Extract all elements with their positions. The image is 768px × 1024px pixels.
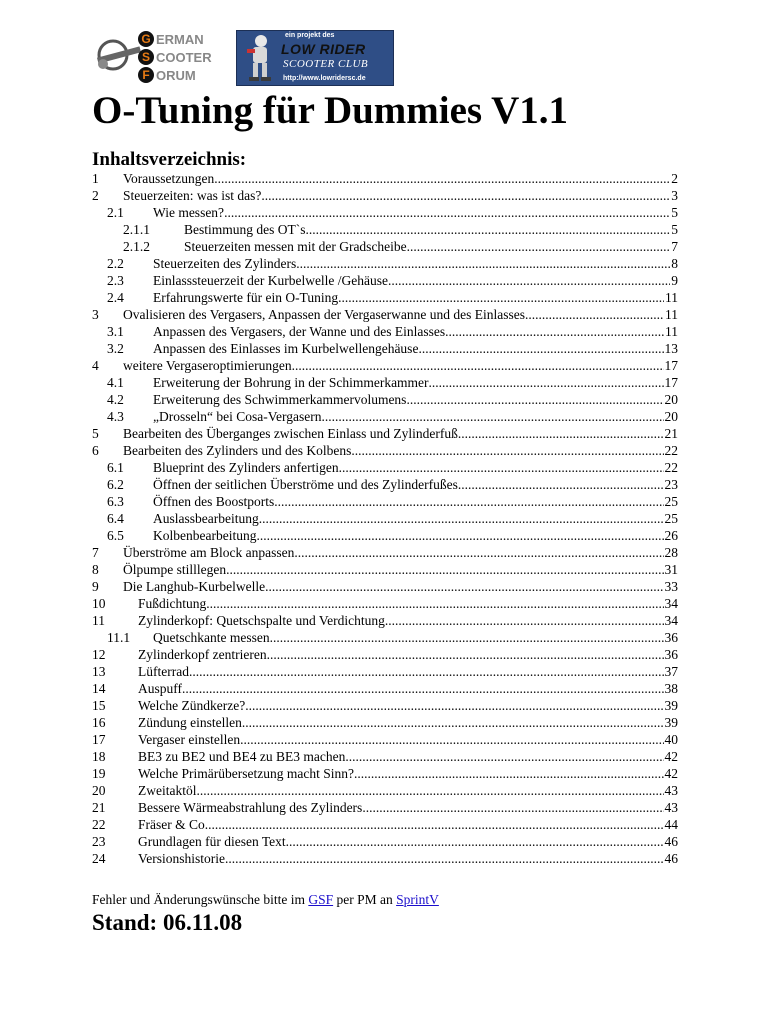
toc-leader-dots: [292, 357, 664, 374]
toc-leader-dots: [296, 255, 670, 272]
gsf-letter-f: F: [142, 68, 150, 82]
toc-leader-dots: [189, 663, 664, 680]
footer-note-text-2: per PM an: [333, 892, 397, 907]
toc-leader-dots: [345, 748, 663, 765]
toc-leader-dots: [245, 697, 663, 714]
toc-entry-number: 13: [92, 664, 106, 679]
toc-entry-page: 21: [664, 426, 678, 441]
toc-entry-title: Zündung einstellen: [138, 715, 242, 730]
toc-leader-dots: [525, 306, 664, 323]
toc-entry-page: 3: [671, 188, 678, 203]
toc-leader-dots: [388, 272, 670, 289]
toc-entry-number: 18: [92, 749, 106, 764]
toc-entry-title: Bearbeiten des Überganges zwischen Einlass und Zylinderfuß: [123, 426, 458, 441]
toc-leader-dots: [458, 476, 664, 493]
toc-entry-number: 2.1.2: [123, 239, 150, 254]
toc-entry-number: 21: [92, 800, 106, 815]
toc-leader-dots: [224, 204, 670, 221]
toc-entry-number: 2.3: [107, 273, 124, 288]
toc-entry-title: Anpassen des Vergasers, der Wanne und des Einlasses: [153, 324, 446, 339]
toc-entry-page: 17: [664, 375, 678, 390]
toc-entry-number: 2: [92, 188, 99, 203]
toc-entry-title: BE3 zu BE2 und BE4 zu BE3 machen: [138, 749, 346, 764]
low-rider-scooter-club-logo: [236, 30, 394, 86]
toc-entry-page: 46: [664, 851, 678, 866]
toc-entry-title: Ovalisieren des Vergasers, Anpassen der Vergaserwanne und des Einlasses: [123, 307, 526, 322]
toc-leader-dots: [407, 238, 671, 255]
toc-entry-page: 39: [664, 698, 678, 713]
toc-leader-dots: [351, 442, 663, 459]
toc-entry-title: Fußdichtung: [138, 596, 207, 611]
toc-entry-number: 12: [92, 647, 106, 662]
toc-entry-page: 22: [664, 460, 678, 475]
toc-leader-dots: [240, 731, 663, 748]
sprintv-link[interactable]: SprintV: [396, 892, 439, 907]
toc-entry[interactable]: [92, 425, 678, 442]
toc-entry-title: Erweiterung des Schwimmerkammervolumens: [153, 392, 407, 407]
toc-leader-dots: [286, 833, 664, 850]
toc-entry-page: 2: [671, 171, 678, 186]
toc-entry-page: 26: [664, 528, 678, 543]
toc-entry-title: Steuerzeiten: was ist das?: [123, 188, 262, 203]
toc-entry-page: 44: [664, 817, 678, 832]
toc-entry-number: 11.1: [107, 630, 131, 645]
toc-entry-number: 3.1: [107, 324, 124, 339]
toc-entry-number: 2.2: [107, 256, 124, 271]
toc-entry-title: Die Langhub-Kurbelwelle: [123, 579, 266, 594]
toc-entry-number: 19: [92, 766, 106, 781]
toc-entry-title: Fräser & Co: [138, 817, 205, 832]
toc-entry-page: 36: [664, 630, 678, 645]
toc-entry[interactable]: [92, 408, 678, 425]
footer-note: [92, 892, 439, 908]
toc-entry-number: 23: [92, 834, 106, 849]
toc-leader-dots: [226, 561, 663, 578]
toc-leader-dots: [270, 629, 664, 646]
toc-leader-dots: [196, 782, 663, 799]
toc-entry-page: 20: [664, 392, 678, 407]
toc-leader-dots: [242, 714, 664, 731]
toc-entry-page: 8: [671, 256, 678, 271]
toc-entry[interactable]: [92, 272, 678, 289]
toc-entry-number: 6.1: [107, 460, 124, 475]
toc-entry-page: 9: [671, 273, 678, 288]
toc-entry[interactable]: [92, 561, 678, 578]
toc-entry-title: „Drosseln“ bei Cosa-Vergasern: [153, 409, 322, 424]
toc-leader-dots: [182, 680, 663, 697]
toc-entry[interactable]: [92, 748, 678, 765]
toc-leader-dots: [338, 289, 664, 306]
toc-entry-page: 11: [665, 307, 678, 322]
toc-entry-number: 6.3: [107, 494, 124, 509]
toc-leader-dots: [429, 374, 664, 391]
toc-entry[interactable]: [92, 595, 678, 612]
toc-entry-number: 3: [92, 307, 99, 322]
toc-entry-page: 5: [671, 222, 678, 237]
toc-entry[interactable]: [92, 493, 678, 510]
toc-entry-page: 42: [664, 766, 678, 781]
toc-entry[interactable]: [92, 442, 678, 459]
toc-entry[interactable]: [92, 187, 678, 204]
toc-entry[interactable]: [92, 238, 678, 255]
toc-entry-number: 24: [92, 851, 106, 866]
toc-entry[interactable]: [92, 306, 678, 323]
toc-entry-title: Auslassbearbeitung: [153, 511, 259, 526]
toc-entry[interactable]: [92, 527, 678, 544]
toc-entry-title: weitere Vergaseroptimierungen: [123, 358, 292, 373]
toc-leader-dots: [256, 527, 663, 544]
toc-entry-number: 6.5: [107, 528, 124, 543]
toc-entry[interactable]: [92, 680, 678, 697]
toc-leader-dots: [259, 510, 664, 527]
toc-entry-number: 22: [92, 817, 106, 832]
toc-entry-title: Einlasssteuerzeit der Kurbelwelle /Gehäuse: [153, 273, 389, 288]
toc-entry[interactable]: [92, 459, 678, 476]
toc-entry[interactable]: [92, 714, 678, 731]
toc-entry-page: 17: [664, 358, 678, 373]
toc-entry-page: 20: [664, 409, 678, 424]
toc-entry[interactable]: [92, 340, 678, 357]
gsf-line1: ERMAN: [156, 32, 204, 47]
toc-entry-number: 4.2: [107, 392, 124, 407]
toc-entry-title: Lüfterrad: [138, 664, 189, 679]
toc-entry-number: 9: [92, 579, 99, 594]
toc-entry-page: 40: [664, 732, 678, 747]
toc-entry[interactable]: [92, 612, 678, 629]
toc-entry-number: 6.2: [107, 477, 124, 492]
toc-entry-number: 7: [92, 545, 99, 560]
lrsc-url: http://www.lowridersc.de: [283, 75, 366, 82]
toc-entry-page: 33: [664, 579, 678, 594]
toc-entry-title: Überströme am Block anpassen: [123, 545, 295, 560]
toc-entry-number: 17: [92, 732, 106, 747]
toc-entry-number: 4: [92, 358, 99, 373]
toc-entry-title: Steuerzeiten messen mit der Gradscheibe: [184, 239, 407, 254]
toc-leader-dots: [339, 459, 664, 476]
toc-entry-page: 22: [664, 443, 678, 458]
toc-leader-dots: [267, 646, 664, 663]
toc-entry-number: 2.4: [107, 290, 124, 305]
gsf-letter-g: G: [141, 32, 151, 46]
toc-entry-number: 6: [92, 443, 99, 458]
toc-entry-title: Zweitaktöl: [138, 783, 197, 798]
toc-entry[interactable]: [92, 255, 678, 272]
toc-entry-title: Vergaser einstellen: [138, 732, 241, 747]
toc-entry[interactable]: [92, 170, 678, 187]
rider-figure-icon: [239, 33, 279, 83]
toc-entry-number: 11: [92, 613, 105, 628]
toc-leader-dots: [458, 425, 664, 442]
toc-entry-page: 25: [664, 494, 678, 509]
toc-leader-dots: [294, 544, 663, 561]
toc-entry-title: Voraussetzungen: [123, 171, 215, 186]
toc-entry-title: Ölpumpe stilllegen: [123, 562, 227, 577]
toc-entry-title: Welche Zündkerze?: [138, 698, 246, 713]
toc-leader-dots: [225, 850, 664, 867]
toc-leader-dots: [321, 408, 663, 425]
toc-leader-dots: [418, 340, 663, 357]
stand-date: Stand: 06.11.08: [92, 910, 243, 935]
toc-entry[interactable]: [92, 850, 678, 867]
toc-entry-page: 43: [664, 800, 678, 815]
document-title: O-Tuning für Dummies V1.1: [92, 89, 569, 132]
toc-entry-number: 2.1.1: [123, 222, 150, 237]
lrsc-title: LOW RIDER: [281, 41, 366, 57]
toc-entry[interactable]: [92, 816, 678, 833]
toc-entry[interactable]: [92, 510, 678, 527]
toc-entry[interactable]: [92, 374, 678, 391]
toc-entry-title: Öffnen des Boostports: [153, 494, 275, 509]
toc-heading: Inhaltsverzeichnis:: [92, 149, 247, 170]
toc-leader-dots: [261, 187, 670, 204]
toc-entry[interactable]: [92, 765, 678, 782]
toc-entry-number: 4.1: [107, 375, 124, 390]
toc-entry-title: Auspuff: [138, 681, 183, 696]
toc-entry-number: 16: [92, 715, 106, 730]
toc-entry-page: 5: [671, 205, 678, 220]
toc-entry-number: 3.2: [107, 341, 124, 356]
toc-entry[interactable]: [92, 204, 678, 221]
toc-entry-number: 6.4: [107, 511, 124, 526]
toc-entry[interactable]: [92, 833, 678, 850]
toc-entry-title: Zylinderkopf zentrieren: [138, 647, 267, 662]
toc-entry-title: Bearbeiten des Zylinders und des Kolbens: [123, 443, 352, 458]
toc-entry-number: 15: [92, 698, 106, 713]
toc-leader-dots: [406, 391, 663, 408]
toc-entry-number: 14: [92, 681, 106, 696]
toc-entry-title: Steuerzeiten des Zylinders: [153, 256, 297, 271]
toc-entry-title: Quetschkante messen: [153, 630, 270, 645]
gsf-line3: ORUM: [156, 68, 196, 83]
toc-entry-title: Bestimmung des OT`s: [184, 222, 306, 237]
toc-entry-number: 10: [92, 596, 106, 611]
lrsc-tagline: ein projekt des: [285, 32, 335, 39]
toc-leader-dots: [265, 578, 663, 595]
toc-entry-page: 23: [664, 477, 678, 492]
toc-entry[interactable]: [92, 578, 678, 595]
toc-entry-page: 46: [664, 834, 678, 849]
toc-entry-title: Kolbenbearbeitung: [153, 528, 257, 543]
toc-entry[interactable]: [92, 289, 678, 306]
toc-entry-page: 43: [664, 783, 678, 798]
toc-entry[interactable]: [92, 629, 678, 646]
toc-entry-title: Öffnen der seitlichen Überströme und des Zylinderfußes: [153, 477, 458, 492]
toc-entry-title: Erweiterung der Bohrung in der Schimmerkammer: [153, 375, 429, 390]
toc-leader-dots: [306, 221, 671, 238]
toc-entry[interactable]: [92, 782, 678, 799]
toc-leader-dots: [385, 612, 664, 629]
toc-entry-title: Erfahrungswerte für ein O-Tuning: [153, 290, 339, 305]
wrench-icon: [97, 41, 141, 69]
german-scooter-forum-logo: [93, 30, 233, 86]
toc-entry[interactable]: [92, 323, 678, 340]
toc-entry-number: 8: [92, 562, 99, 577]
toc-entry[interactable]: [92, 697, 678, 714]
toc-entry-page: 34: [664, 596, 678, 611]
toc-entry-page: 7: [671, 239, 678, 254]
toc-entry-page: 11: [665, 324, 678, 339]
toc-entry[interactable]: [92, 663, 678, 680]
footer-note-text-1: Fehler und Änderungswünsche bitte im: [92, 892, 309, 907]
toc-entry[interactable]: [92, 731, 678, 748]
toc-entry-number: 20: [92, 783, 106, 798]
toc-entry[interactable]: [92, 646, 678, 663]
toc-entry-title: Grundlagen für diesen Text: [138, 834, 286, 849]
toc-entry-page: 13: [664, 341, 678, 356]
gsf-letter-s: S: [141, 50, 151, 64]
toc-entry-title: Versionshistorie: [138, 851, 225, 866]
toc-entry[interactable]: [92, 391, 678, 408]
toc-entry-number: 5: [92, 426, 99, 441]
gsf-letter-circles: [138, 31, 154, 83]
toc-entry-page: 36: [664, 647, 678, 662]
toc-entry-title: Anpassen des Einlasses im Kurbelwellengehäuse: [153, 341, 419, 356]
toc-entry-page: 34: [664, 613, 678, 628]
gsf-link[interactable]: GSF: [308, 892, 334, 907]
toc-entry-page: 31: [664, 562, 678, 577]
toc-entry-title: Zylinderkopf: Quetschspalte und Verdichtung: [138, 613, 385, 628]
toc-entry-page: 38: [664, 681, 678, 696]
toc-entry-number: 1: [92, 171, 99, 186]
toc-entry-number: 4.3: [107, 409, 124, 424]
gsf-line2: COOTER: [156, 50, 212, 65]
table-of-contents: [92, 170, 678, 867]
toc-leader-dots: [214, 170, 670, 187]
lrsc-subtitle: SCOOTER CLUB: [283, 58, 369, 70]
toc-entry-title: Bessere Wärmeabstrahlung des Zylinders: [138, 800, 363, 815]
toc-entry[interactable]: [92, 221, 678, 238]
toc-entry-title: Wie messen?: [153, 205, 225, 220]
toc-entry[interactable]: [92, 544, 678, 561]
toc-leader-dots: [445, 323, 664, 340]
toc-entry-number: 2.1: [107, 205, 124, 220]
toc-entry[interactable]: [92, 799, 678, 816]
toc-entry[interactable]: [92, 357, 678, 374]
toc-entry-page: 37: [664, 664, 678, 679]
toc-leader-dots: [362, 799, 663, 816]
toc-entry-page: 42: [664, 749, 678, 764]
toc-entry-page: 11: [665, 290, 678, 305]
toc-leader-dots: [206, 595, 663, 612]
toc-entry-page: 28: [664, 545, 678, 560]
toc-entry-title: Blueprint des Zylinders anfertigen: [153, 460, 339, 475]
toc-entry[interactable]: [92, 476, 678, 493]
toc-entry-page: 39: [664, 715, 678, 730]
toc-leader-dots: [274, 493, 663, 510]
toc-leader-dots: [354, 765, 664, 782]
toc-entry-title: Welche Primärübersetzung macht Sinn?: [138, 766, 354, 781]
toc-entry-page: 25: [664, 511, 678, 526]
toc-leader-dots: [205, 816, 664, 833]
